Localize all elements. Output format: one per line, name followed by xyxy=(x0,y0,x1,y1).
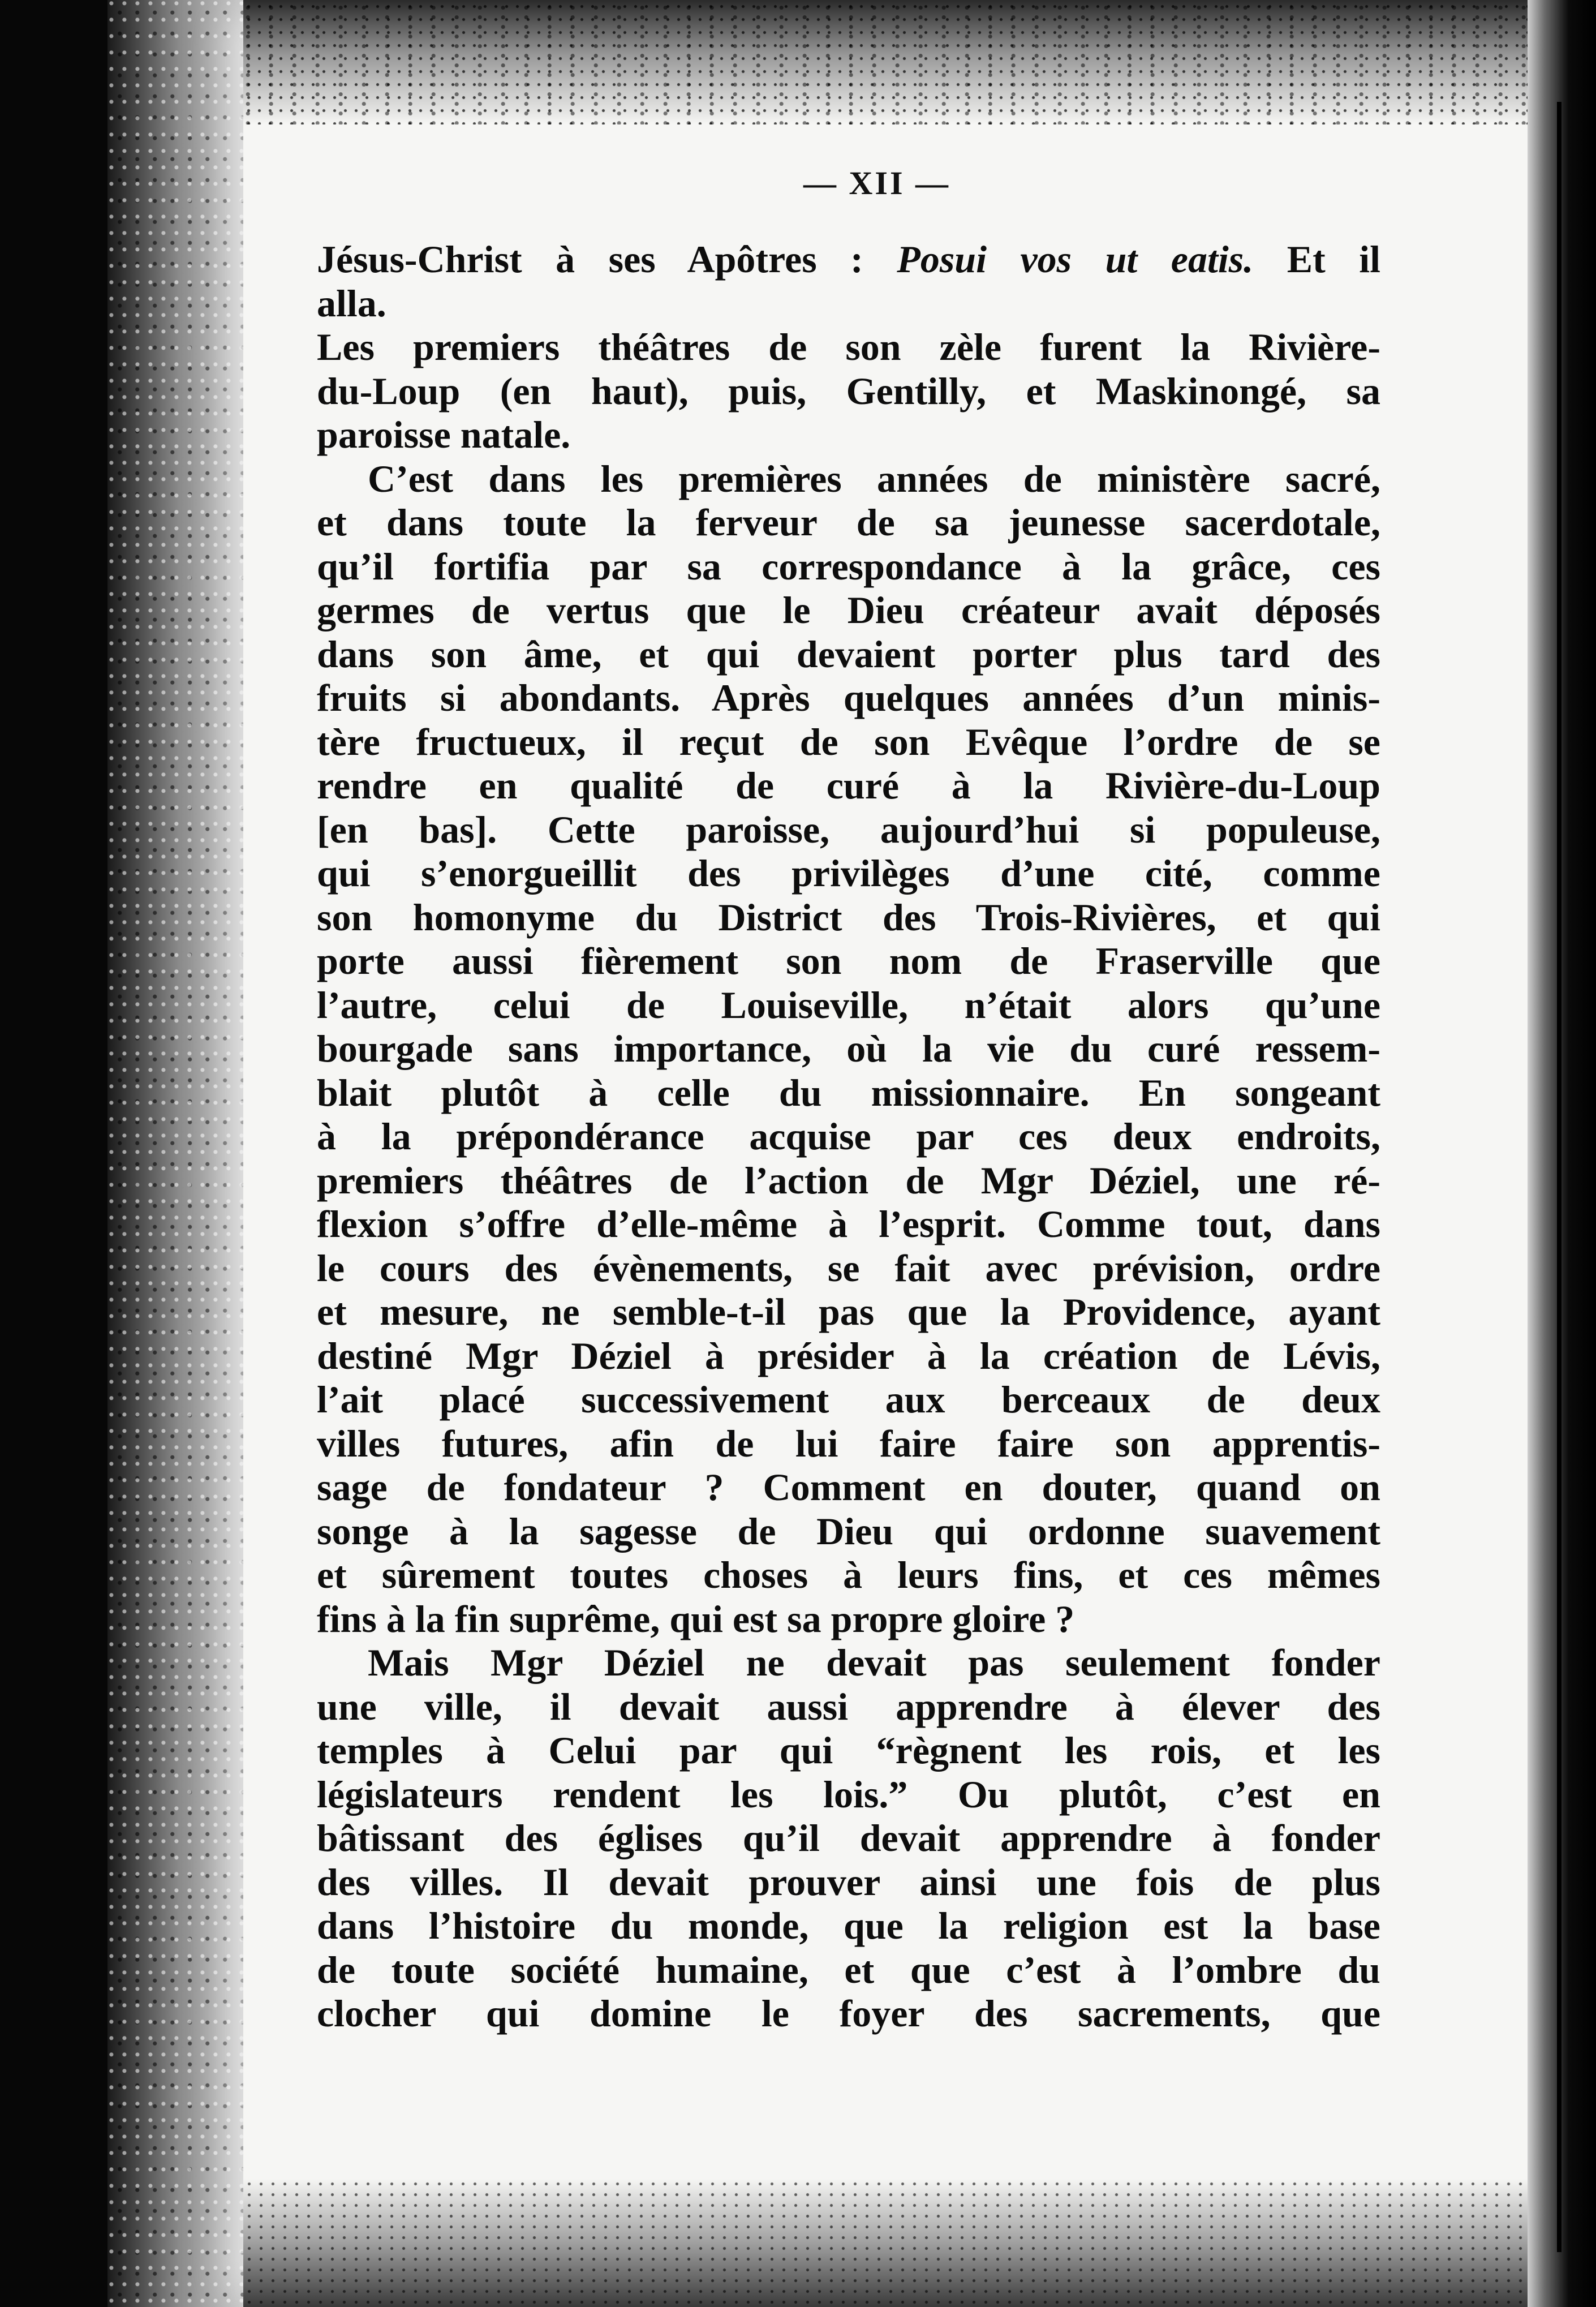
text-line: bourgade sans importance, où la vie du curé ressem- xyxy=(317,1027,1380,1070)
scan-right-edge xyxy=(1528,0,1596,2307)
text-line: sage de fondateur ? Comment en douter, quand on xyxy=(317,1466,1380,1509)
text-line: [en bas]. Cette paroisse, aujourd’hui si populeuse, xyxy=(317,807,1380,851)
text-line: fins à la fin suprême, qui est sa propre gloire ? xyxy=(317,1597,1075,1640)
text-line: du-Loup (en haut), puis, Gentilly, et Maskinongé, sa xyxy=(317,369,1380,413)
text-line: villes futures, afin de lui faire faire son apprentis- xyxy=(317,1421,1380,1465)
text-line: paroisse natale. xyxy=(317,413,571,456)
text-line: des villes. Il devait prouver ainsi une fois de plus xyxy=(317,1860,1380,1904)
text-line: flexion s’offre d’elle-même à l’esprit. Comme tout, dans xyxy=(317,1202,1380,1245)
text-line: l’ait placé successivement aux berceaux de deux xyxy=(317,1378,1380,1421)
text-line: dans son âme, et qui devaient porter plus tard des xyxy=(317,632,1380,676)
text-line: et mesure, ne semble-t-il pas que la Providence, ayant xyxy=(317,1290,1380,1333)
text-line: C’est dans les premières années de ministère sacré, xyxy=(368,457,1380,500)
scan-top-noise xyxy=(243,0,1533,124)
text-line: destiné Mgr Déziel à présider à la création de Lévis, xyxy=(317,1334,1380,1377)
text-line: bâtissant des églises qu’il devait apprendre à fonder xyxy=(317,1816,1380,1859)
text-line: et dans toute la ferveur de sa jeunesse sacerdotale, xyxy=(317,501,1380,544)
text-line: germes de vertus que le Dieu créateur avait déposés xyxy=(317,588,1380,631)
text-line: Mais Mgr Déziel ne devait pas seulement fonder xyxy=(368,1641,1380,1684)
text-line: tère fructueux, il reçut de son Evêque l’ordre de se xyxy=(317,720,1380,763)
text-line: une ville, il devait aussi apprendre à élever des xyxy=(317,1685,1380,1728)
text-line: qui s’enorgueillit des privilèges d’une cité, comme xyxy=(317,852,1380,895)
text-line: Les premiers théâtres de son zèle furent la Rivière- xyxy=(317,325,1380,368)
text-line: songe à la sagesse de Dieu qui ordonne suavement xyxy=(317,1509,1380,1553)
text-line: alla. xyxy=(317,281,386,325)
text-line: à la prépondérance acquise par ces deux endroits, xyxy=(317,1115,1380,1158)
text-line: rendre en qualité de curé à la Rivière-du-Loup xyxy=(317,764,1380,807)
text-line: clocher qui domine le foyer des sacrements, que xyxy=(317,1992,1380,2035)
page-edge-line xyxy=(1557,102,1561,2252)
text-line: qu’il fortifia par sa correspondance à la grâce, ces xyxy=(317,544,1380,588)
text-line: législateurs rendent les lois.” Ou plutôt, c’est en xyxy=(317,1772,1380,1816)
scan-bottom-noise xyxy=(243,2179,1533,2307)
text-line: Jésus-Christ à ses Apôtres : Posui vos ut eatis. Et il xyxy=(317,238,1380,281)
text-line: premiers théâtres de l’action de Mgr Déziel, une ré- xyxy=(317,1158,1380,1202)
text-line: l’autre, celui de Louiseville, n’était alors qu’une xyxy=(317,983,1380,1026)
text-line: dans l’histoire du monde, que la religion est la base xyxy=(317,1904,1380,1947)
text-line: de toute société humaine, et que c’est à l’ombre du xyxy=(317,1948,1380,1991)
page-number: — XII — xyxy=(803,165,951,201)
text-line: blait plutôt à celle du missionnaire. En songeant xyxy=(317,1071,1380,1114)
text-line: son homonyme du District des Trois-Rivières, et qui xyxy=(317,895,1380,939)
text-line: fruits si abondants. Après quelques années d’un minis- xyxy=(317,676,1380,719)
text-line: temples à Celui par qui “règnent les rois, et les xyxy=(317,1729,1380,1772)
text-line: et sûrement toutes choses à leurs fins, et ces mêmes xyxy=(317,1553,1380,1596)
body-text xyxy=(317,238,1380,2036)
text-line: porte aussi fièrement son nom de Fraserville que xyxy=(317,939,1380,982)
text-line: le cours des évènements, se fait avec prévision, ordre xyxy=(317,1246,1380,1290)
